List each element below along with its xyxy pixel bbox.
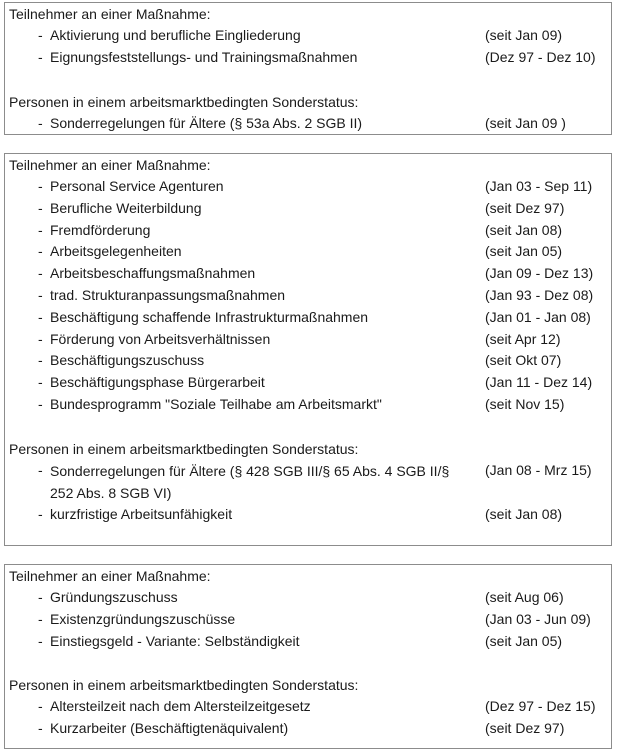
item-date-range: (seit Dez 97)	[485, 720, 565, 737]
item-date-range: (Jan 03 - Sep 11)	[485, 178, 593, 194]
item-date-range: (Jan 09 - Dez 13)	[485, 265, 594, 282]
item-label: Gründungszuschuss	[50, 589, 178, 605]
item-label: Beschäftigung schaffende Infrastrukturmaßnahmen	[50, 308, 369, 325]
bullet-dash: -	[38, 27, 43, 43]
item-date-range: (Dez 97 - Dez 10)	[485, 48, 596, 65]
item-label: Personal Service Agenturen	[50, 178, 224, 194]
item-label: Sonderregelungen für Ältere (§ 428 SGB III/§ 65 Abs. 4 SGB II/§ 252 Abs. 8 SGB VI)	[50, 462, 450, 501]
bullet-dash: -	[38, 114, 43, 131]
item-label: Arbeitsgelegenheiten	[50, 243, 182, 260]
bullet-dash: -	[38, 698, 43, 715]
list-item	[5, 198, 611, 220]
list-item	[5, 25, 611, 47]
bullet-dash: -	[38, 199, 43, 216]
item-label: Altersteilzeit nach dem Altersteilzeitgesetz	[50, 698, 311, 715]
list-item	[5, 504, 611, 526]
bullet-dash: -	[38, 632, 43, 649]
bullet-dash: -	[38, 505, 43, 522]
item-date-range: (Jan 03 - Jun 09)	[485, 610, 591, 627]
item-date-range: (seit Nov 15)	[485, 395, 565, 412]
item-label: Sonderregelungen für Ältere (§ 53a Abs. 2 SGB II)	[50, 114, 363, 131]
bullet-dash: -	[38, 395, 43, 412]
list-item	[5, 460, 611, 504]
section-heading: Personen in einem arbeitsmarktbedingten Sonderstatus:	[9, 93, 359, 110]
item-label: kurzfristige Arbeitsunfähigkeit	[50, 505, 233, 522]
section-heading: Teilnehmer an einer Maßnahme:	[9, 157, 211, 173]
list-item	[5, 285, 611, 307]
item-label: Aktivierung und berufliche Eingliederung	[50, 27, 301, 43]
special-status-section	[5, 91, 611, 135]
item-label: Arbeitsbeschaffungsmaßnahmen	[50, 265, 256, 282]
category-box-2	[4, 153, 612, 546]
bullet-dash: -	[38, 308, 43, 325]
bullet-dash: -	[38, 461, 43, 478]
list-item	[5, 394, 611, 416]
item-label: Kurzarbeiter (Beschäftigtenäquivalent)	[50, 720, 289, 737]
list-item	[5, 609, 611, 631]
bullet-dash: -	[38, 221, 43, 238]
item-date-range: (Jan 11 - Dez 14)	[485, 374, 593, 391]
item-date-range: (seit Jan 09 )	[485, 114, 566, 131]
item-date-range: (Jan 08 - Mrz 15)	[485, 461, 592, 478]
bullet-dash: -	[38, 243, 43, 260]
section-spacer	[5, 416, 611, 438]
list-item	[5, 350, 611, 372]
list-item	[5, 241, 611, 263]
bullet-dash: -	[38, 286, 43, 303]
item-label: Bundesprogramm "Soziale Teilhabe am Arbeitsmarkt"	[50, 395, 382, 412]
list-item	[5, 631, 611, 653]
list-item	[5, 220, 611, 242]
item-date-range: (seit Jan 08)	[485, 505, 563, 522]
measures-section	[5, 565, 611, 652]
item-date-range: (seit Jan 05)	[485, 243, 563, 260]
section-heading: Personen in einem arbeitsmarktbedingten Sonderstatus:	[9, 677, 359, 694]
item-date-range: (seit Jan 05)	[485, 632, 563, 649]
item-label: Förderung von Arbeitsverhältnissen	[50, 330, 271, 347]
item-label: Berufliche Weiterbildung	[50, 199, 202, 216]
bullet-dash: -	[38, 610, 43, 627]
list-item	[5, 696, 611, 718]
measures-section	[5, 154, 611, 416]
list-item	[5, 47, 611, 69]
item-label: Existenzgründungszuschüsse	[50, 610, 236, 627]
section-spacer	[5, 652, 611, 674]
item-date-range: (seit Jan 08)	[485, 221, 563, 238]
item-date-range: (Dez 97 - Dez 15)	[485, 698, 596, 715]
bullet-dash: -	[38, 374, 43, 391]
bullet-dash: -	[38, 265, 43, 282]
item-label: Beschäftigungsphase Bürgerarbeit	[50, 374, 265, 391]
bullet-dash: -	[38, 352, 43, 369]
item-label: Einstiegsgeld - Variante: Selbständigkeit	[50, 632, 300, 649]
item-date-range: (Jan 01 - Jan 08)	[485, 308, 591, 325]
list-item	[5, 113, 611, 135]
list-item	[5, 307, 611, 329]
category-box-3	[4, 564, 612, 749]
item-label: trad. Strukturanpassungsmaßnahmen	[50, 286, 286, 303]
section-heading: Personen in einem arbeitsmarktbedingten Sonderstatus:	[9, 440, 359, 457]
section-spacer	[5, 69, 611, 91]
category-box-1	[4, 2, 612, 135]
item-label: Eignungsfeststellungs- und Trainingsmaßnahmen	[50, 48, 358, 65]
item-date-range: (seit Apr 12)	[485, 330, 561, 347]
item-date-range: (Jan 93 - Dez 08)	[485, 286, 594, 303]
list-item	[5, 372, 611, 394]
list-item	[5, 587, 611, 609]
bullet-dash: -	[38, 720, 43, 737]
list-item	[5, 176, 611, 198]
list-item	[5, 263, 611, 285]
item-label: Beschäftigungszuschuss	[50, 352, 205, 369]
item-date-range: (seit Okt 07)	[485, 352, 562, 369]
measures-section	[5, 3, 611, 69]
bullet-dash: -	[38, 330, 43, 347]
item-date-range: (seit Dez 97)	[485, 199, 565, 216]
list-item	[5, 718, 611, 740]
item-label: Fremdförderung	[50, 221, 151, 238]
section-heading: Teilnehmer an einer Maßnahme:	[9, 6, 211, 22]
bullet-dash: -	[38, 589, 43, 605]
item-date-range: (seit Jan 09)	[485, 27, 563, 43]
bullet-dash: -	[38, 178, 43, 194]
list-item	[5, 329, 611, 351]
special-status-section	[5, 674, 611, 740]
item-date-range: (seit Aug 06)	[485, 589, 564, 605]
special-status-section	[5, 438, 611, 526]
bullet-dash: -	[38, 48, 43, 65]
section-heading: Teilnehmer an einer Maßnahme:	[9, 568, 211, 584]
